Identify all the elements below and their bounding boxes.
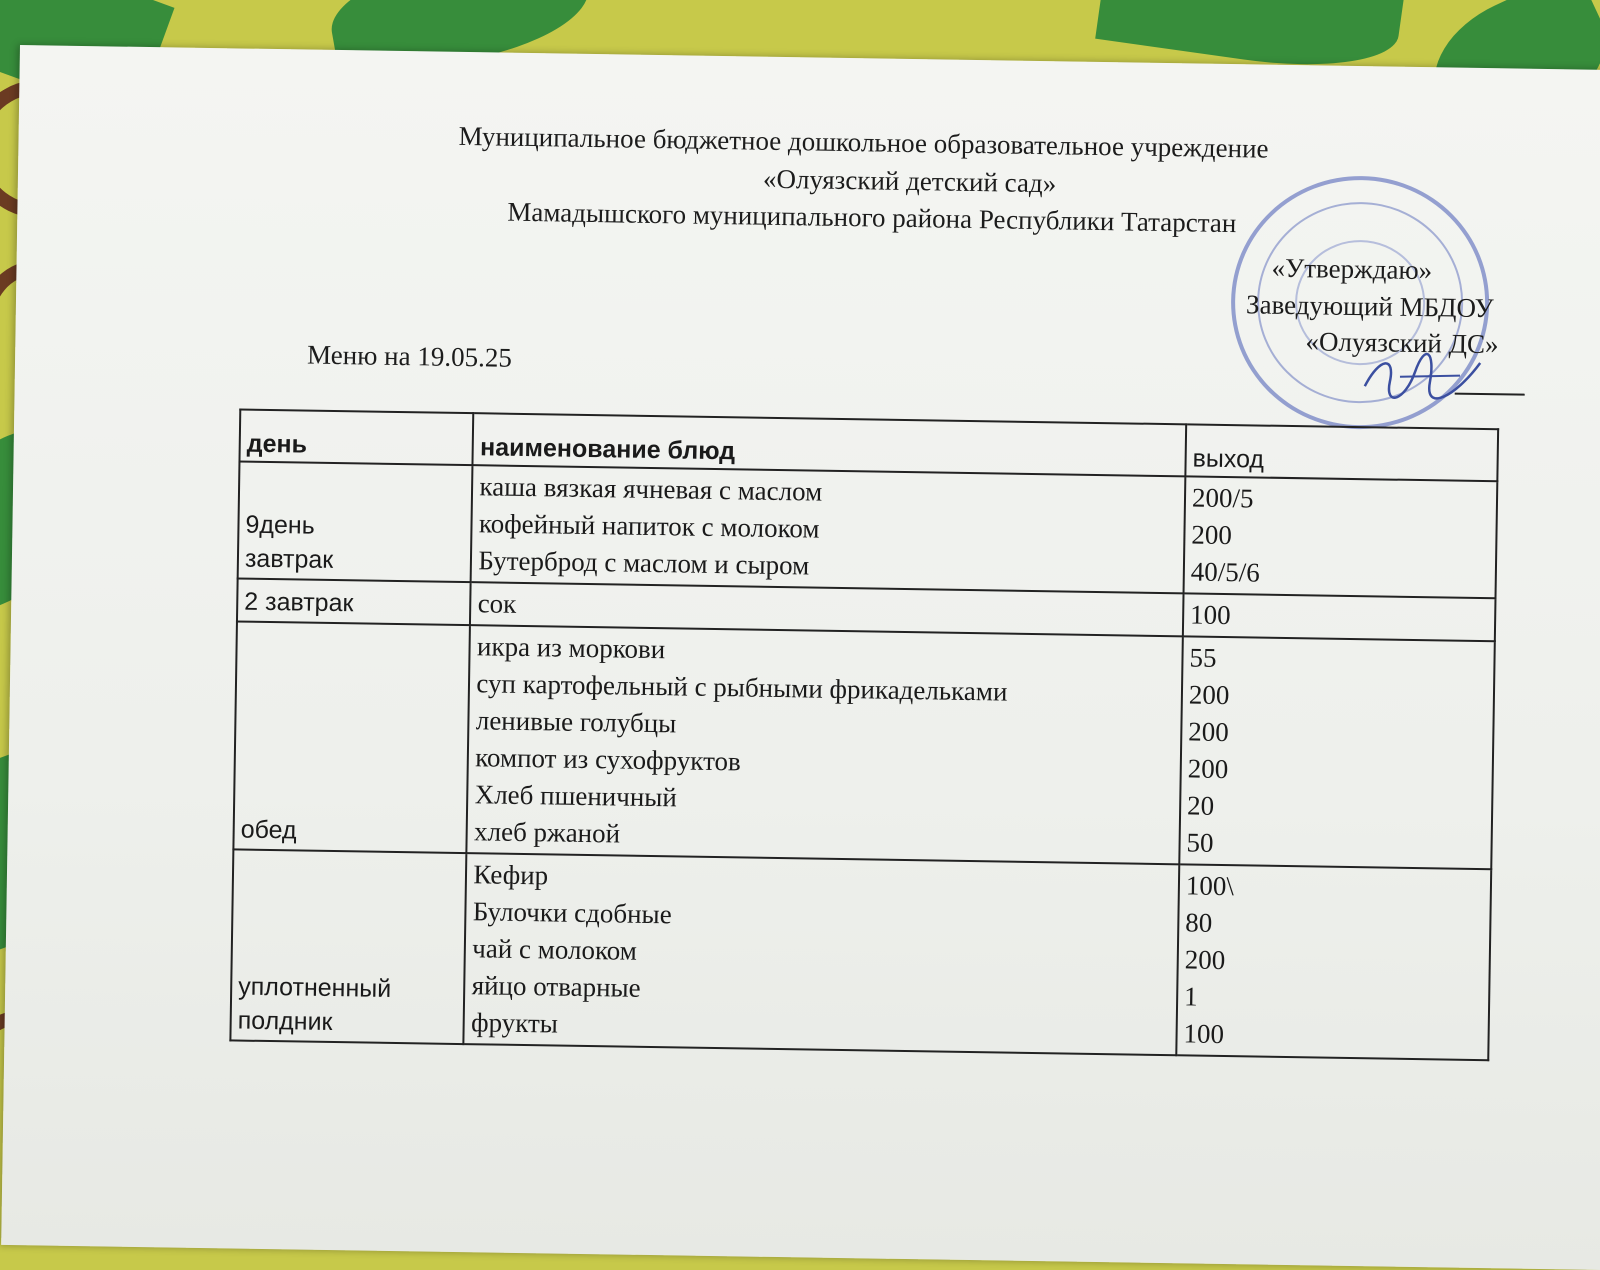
menu-table (229, 408, 1499, 1061)
output-value: 100 (1183, 1018, 1225, 1050)
dish-name: компот из сухофруктов (475, 742, 742, 777)
menu-document (1, 45, 1600, 1270)
output-cell (1179, 636, 1495, 869)
dish-name: фрукты (470, 1007, 559, 1039)
output-value: 40/5/6 (1190, 556, 1261, 588)
dish-name: чай с молоком (472, 933, 638, 966)
table-row (238, 461, 1498, 598)
dish-name: хлеб ржаной (473, 816, 621, 849)
meal-label: 2 завтрак (244, 587, 354, 618)
header-line-3: Мамадышского муниципального района Республики Татарстан (507, 196, 1237, 239)
output-value: 100\ (1185, 870, 1235, 902)
output-value: 200 (1188, 679, 1230, 711)
dish-name: каша вязкая ячневая с маслом (479, 471, 823, 507)
dish-name: суп картофельный с рыбными фрикадельками (476, 668, 1008, 707)
meal-label: обед (240, 815, 297, 845)
meal-label: 9день (245, 510, 315, 540)
output-value: 200 (1191, 519, 1233, 551)
dish-name: яйцо отварные (471, 970, 641, 1003)
dishes-cell (471, 465, 1185, 593)
header-line-2: «Олуязский детский сад» (762, 163, 1057, 199)
output-value: 200/5 (1191, 482, 1254, 514)
output-cell (1183, 593, 1496, 641)
output-value: 20 (1186, 790, 1215, 821)
approval-organization: «Олуязский ДС» (1305, 326, 1499, 360)
output-value: 80 (1185, 907, 1213, 938)
output-value: 50 (1186, 827, 1214, 858)
meal-cell (233, 621, 470, 853)
dish-name: икра из моркови (476, 631, 666, 665)
menu-date-title: Меню на 19.05.25 (306, 339, 513, 373)
output-value: 200 (1188, 716, 1230, 748)
dish-name: ленивые голубцы (475, 705, 677, 739)
approval-label: «Утверждаю» (1271, 252, 1433, 286)
header-dish: наименование блюд (473, 413, 1186, 476)
output-value: 100 (1189, 599, 1231, 631)
dish-name: Кефир (473, 859, 549, 891)
meal-label: полдник (237, 1006, 333, 1037)
dish-name: кофейный напиток с молоком (478, 508, 820, 544)
header-day: день (239, 410, 473, 466)
output-value: 200 (1187, 753, 1229, 785)
output-value: 55 (1189, 642, 1217, 673)
output-value: 200 (1184, 944, 1226, 976)
dish-name: Хлеб пшеничный (474, 779, 678, 813)
dish-name: Бутерброд с маслом и сыром (478, 545, 810, 581)
dishes-cell (464, 853, 1179, 1055)
header-line-1: Муниципальное бюджетное дошкольное образовательное учреждение (458, 120, 1269, 164)
meal-cell (230, 849, 466, 1044)
meal-cell (237, 578, 471, 625)
dishes-cell (467, 625, 1183, 864)
table-row (230, 849, 1491, 1060)
meal-label: уплотненный (238, 972, 392, 1003)
dish-name: сок (477, 588, 517, 619)
output-value: 1 (1183, 981, 1198, 1012)
meal-label: завтрак (244, 544, 334, 574)
output-cell (1176, 864, 1491, 1060)
meal-cell (238, 461, 473, 582)
table-row (233, 621, 1494, 869)
output-cell (1183, 476, 1497, 598)
header-output: выход (1185, 424, 1498, 481)
approval-position: Заведующий МБДОУ (1245, 289, 1494, 324)
dish-name: Булочки сдобные (472, 896, 672, 930)
signature-icon (1359, 346, 1490, 408)
